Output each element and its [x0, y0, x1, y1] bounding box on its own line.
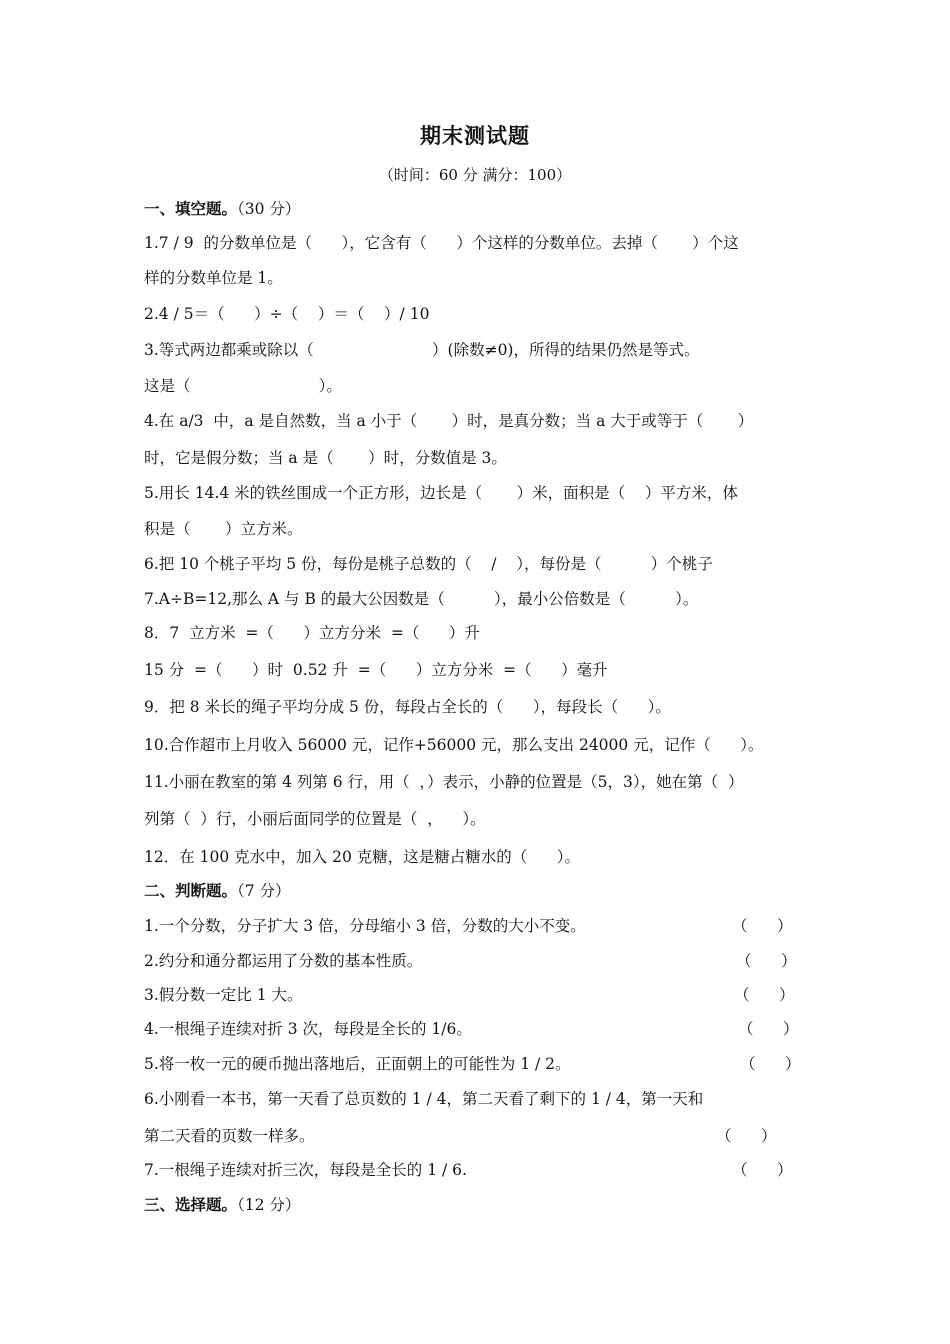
answer-blank: （ ） — [738, 1020, 799, 1038]
judgment-item: 4.一根绳子连续对折 3 次，每段是全长的 1/6。 — [144, 1020, 472, 1038]
answer-blank: （ ） — [736, 952, 797, 970]
exam-info: （时间：60 分 满分：100） — [378, 166, 572, 184]
judgment-item: 第二天看的页数一样多。 — [144, 1127, 315, 1145]
section-heading-fill-in — [144, 199, 300, 219]
question-line: 12．在 100 克水中，加入 20 克糖，这是糖占糖水的（ ）。 — [144, 848, 581, 866]
question-line: 4.在 a/3 中，a 是自然数，当 a 小于（ ）时，是真分数；当 a 大于或等于（ ） — [144, 412, 754, 430]
judgment-item: 2.约分和通分都运用了分数的基本性质。 — [144, 952, 423, 970]
section-heading-multiple-choice — [144, 1195, 300, 1215]
section-heading-true-false — [144, 881, 291, 901]
answer-blank: （ ） — [716, 1127, 777, 1145]
question-line: 7.A÷B=12,那么 A 与 B 的最大公因数是（ ），最小公倍数是（ ）。 — [144, 590, 699, 608]
question-line: 15 分 =（ ）时 0.52 升 =（ ）立方分米 =（ ）毫升 — [144, 661, 608, 679]
judgment-item: 6.小刚看一本书，第一天看了总页数的 1 / 4，第二天看了剩下的 1 / 4，第一天和 — [144, 1090, 704, 1108]
question-line: 5.用长 14.4 米的铁丝围成一个正方形，边长是（ ）米，面积是（ ）平方米，体 — [144, 484, 738, 502]
question-line: 2.4 / 5＝（ ）÷（ ）＝（ ）/ 10 — [144, 305, 430, 323]
answer-blank: （ ） — [734, 986, 795, 1004]
question-line: 积是（ ）立方米。 — [144, 520, 303, 538]
answer-blank: （ ） — [732, 1161, 793, 1179]
question-line: 11.小丽在教室的第 4 列第 6 行，用（ ，）表示，小静的位置是（5，3），她在第（ ） — [144, 773, 744, 791]
judgment-item: 7.一根绳子连续对折三次，每段是全长的 1 / 6. — [144, 1161, 467, 1179]
section-score: （7 分） — [237, 882, 291, 900]
judgment-item: 3.假分数一定比 1 大。 — [144, 986, 303, 1004]
question-line: 时，它是假分数；当 a 是（ ）时，分数值是 3。 — [144, 449, 507, 467]
question-line: 列第（ ）行，小丽后面同学的位置是（ ， ）。 — [144, 810, 486, 828]
question-line: 样的分数单位是 1。 — [144, 269, 283, 287]
question-line: 6.把 10 个桃子平均 5 份，每份是桃子总数的（ / ），每份是（ ）个桃子 — [144, 555, 713, 573]
question-line: 10.合作超市上月收入 56000 元，记作+56000 元，那么支出 24000 元，记作（ ）。 — [144, 736, 764, 754]
answer-blank: （ ） — [740, 1055, 801, 1073]
section-title: 三、选择题。 — [144, 1196, 238, 1214]
section-score: （30 分） — [237, 200, 301, 218]
answer-blank: （ ） — [732, 917, 793, 935]
judgment-item: 1.一个分数，分子扩大 3 倍，分母缩小 3 倍，分数的大小不变。 — [144, 917, 586, 935]
judgment-item: 5.将一枚一元的硬币抛出落地后，正面朝上的可能性为 1 / 2。 — [144, 1055, 571, 1073]
question-line: 9．把 8 米长的绳子平均分成 5 份，每段占全长的（ ），每段长（ ）。 — [144, 698, 671, 716]
question-line: 1.7 / 9 的分数单位是（ ），它含有（ ）个这样的分数单位。去掉（ ）个这 — [144, 234, 739, 252]
section-title: 一、填空题。 — [144, 200, 238, 218]
section-title: 二、判断题。 — [144, 882, 238, 900]
section-score: （12 分） — [237, 1196, 301, 1214]
question-line: 3.等式两边都乘或除以（ ）(除数≠0)，所得的结果仍然是等式。 — [144, 341, 700, 359]
question-line: 8．7 立方米 =（ ）立方分米 =（ ）升 — [144, 624, 480, 642]
question-line: 这是（ ）。 — [144, 377, 342, 395]
page-title: 期末测试题 — [420, 124, 530, 148]
